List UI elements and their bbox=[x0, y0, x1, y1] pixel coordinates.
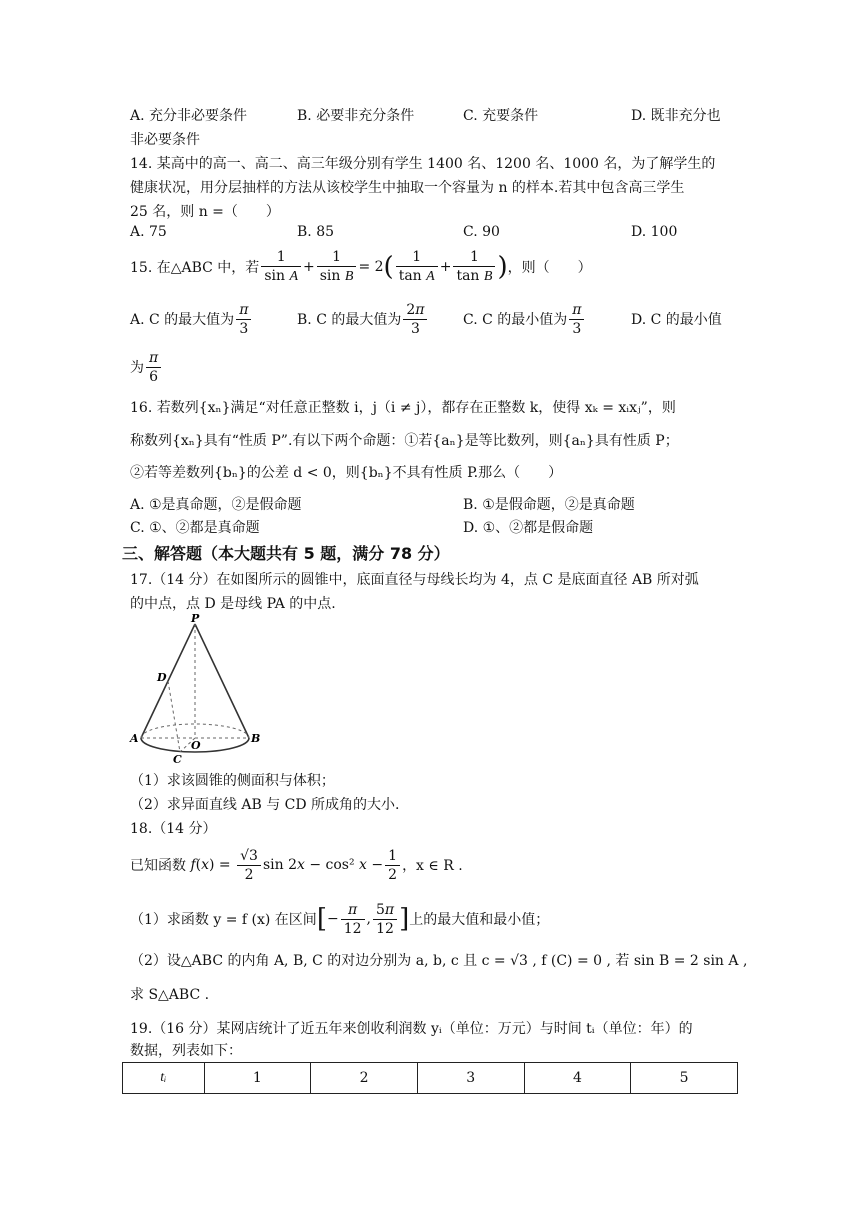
q18-head: 18.（14 分） bbox=[130, 821, 217, 837]
label-B: B bbox=[251, 732, 261, 745]
q13-option-c: C. 充要条件 bbox=[463, 108, 539, 124]
label-P: P bbox=[191, 612, 200, 625]
table-cell: 1 bbox=[204, 1063, 311, 1094]
q15-option-a: A. C 的最大值为 $\frac{\pi}{3}$ bbox=[130, 298, 253, 340]
table-cell: 5 bbox=[631, 1063, 738, 1094]
q14-option-c: C. 90 bbox=[463, 224, 500, 240]
q19-table bbox=[122, 1062, 738, 1094]
q15-frac-sinB: $\frac{1}{\text{sin B}}$ bbox=[317, 248, 357, 286]
q15-frac-tanB: $\frac{1}{\text{tan B}}$ bbox=[453, 248, 495, 286]
q18-part1: （1）求函数 y = f (x) 在区间 [ − $\frac{\pi}{12}$ , $\frac{5\pi}{12}$ ] 上的最大值和最小值； bbox=[130, 901, 550, 937]
label-O: O bbox=[191, 739, 201, 752]
q18-part2-cont: 求 S△ABC . bbox=[130, 987, 210, 1003]
table-cell: tᵢ bbox=[123, 1063, 205, 1094]
q18-part2: （2）设△ABC 的内角 A, B, C 的对边分别为 a, b, c 且 c = √3 , f (C) = 0 , 若 sin B = 2 sin A , bbox=[130, 953, 748, 969]
section-heading: 三、解答题（本大题共有 5 题，满分 78 分） bbox=[122, 544, 450, 563]
q15-frac-tanA: $\frac{1}{\text{tan A}}$ bbox=[396, 248, 438, 286]
q14-line1: 14. 某高中的高一、高二、高三年级分别有学生 1400 名、1200 名、1000 名，为了解学生的 bbox=[130, 156, 716, 172]
q14-option-b: B. 85 bbox=[297, 224, 335, 240]
q15-stem: 15. 在△ABC 中，若 $\frac{1}{\text{sin A}}$ + $\frac{1}{\text{sin B}}$ = 2 ( $\frac{1}{\text{tan A}}$ + $\frac{1}{\text{tan B}}$ ) ，则（ ） bbox=[130, 249, 592, 284]
q17-line1: 17.（14 分）在如图所示的圆锥中，底面直径与母线长均为 4，点 C 是底面直径 AB 所对弧 bbox=[130, 572, 699, 588]
q13-option-d-cont: 非必要条件 bbox=[130, 132, 200, 148]
q16-option-d: D. ①、②都是假命题 bbox=[463, 520, 594, 536]
q16-option-b: B. ①是假命题，②是真命题 bbox=[463, 497, 635, 513]
q16-line3: ②若等差数列{bₙ}的公差 d < 0，则{bₙ}不具有性质 P.那么（ ） bbox=[130, 465, 563, 481]
q15-frac-sinA: $\frac{1}{\text{sin A}}$ bbox=[261, 248, 301, 286]
q16-option-a: A. ①是真命题，②是假命题 bbox=[130, 497, 302, 513]
q17-part2: （2）求异面直线 AB 与 CD 所成角的大小. bbox=[130, 797, 400, 813]
cone-figure bbox=[125, 612, 270, 767]
q13-option-d: D. 既非充分也 bbox=[631, 108, 721, 124]
q14-line2: 健康状况，用分层抽样的方法从该校学生中抽取一个容量为 n 的样本.若其中包含高三学生 bbox=[130, 180, 685, 196]
label-D: D bbox=[157, 671, 167, 684]
q15-option-c: C. C 的最小值为 $\frac{\pi}{3}$ bbox=[463, 298, 586, 340]
q19-line1: 19.（16 分）某网店统计了近五年来创收利润数 yᵢ（单位：万元）与时间 tᵢ（单位：年）的 bbox=[130, 1021, 693, 1037]
q16-option-c: C. ①、②都是真命题 bbox=[130, 520, 260, 536]
q17-part1: （1）求该圆锥的侧面积与体积； bbox=[130, 773, 335, 789]
table-cell: 3 bbox=[417, 1063, 524, 1094]
q16-line1: 16. 若数列{xₙ}满足“对任意正整数 i，j（i ≠ j），都存在正整数 k，使得 xₖ = xᵢxⱼ”，则 bbox=[130, 400, 676, 416]
label-C: C bbox=[173, 753, 182, 766]
q13-option-b: B. 必要非充分条件 bbox=[297, 108, 415, 124]
table-cell: 4 bbox=[524, 1063, 631, 1094]
q16-line2: 称数列{xₙ}具有“性质 P”.有以下两个命题：①若{aₙ}是等比数列，则{aₙ}具有性质 P； bbox=[130, 433, 679, 449]
q19-line2: 数据，列表如下： bbox=[130, 1043, 242, 1059]
table-row bbox=[123, 1063, 738, 1094]
q15-suffix: ，则（ ） bbox=[507, 260, 592, 276]
q14-option-a: A. 75 bbox=[130, 224, 167, 240]
q15-prefix: 15. 在△ABC 中，若 bbox=[130, 260, 260, 276]
q14-option-d: D. 100 bbox=[631, 224, 678, 240]
q18-function: 已知函数 f(x) = $\frac{√3}{2}$ sin 2x − cos² x − $\frac{1}{2}$ ，x ∈ R . bbox=[130, 847, 463, 883]
label-A: A bbox=[130, 732, 139, 745]
q15-option-d-cont: 为 $\frac{\pi}{6}$ bbox=[130, 346, 163, 388]
q17-line2: 的中点，点 D 是母线 PA 的中点. bbox=[130, 596, 336, 612]
q15-option-d: D. C 的最小值 bbox=[631, 312, 722, 328]
table-cell: 2 bbox=[311, 1063, 418, 1094]
q15-option-b: B. C 的最大值为 $\frac{2\pi}{3}$ bbox=[297, 298, 429, 340]
q13-option-a: A. 充分非必要条件 bbox=[130, 108, 248, 124]
q14-line3: 25 名，则 n =（ ） bbox=[130, 204, 280, 220]
